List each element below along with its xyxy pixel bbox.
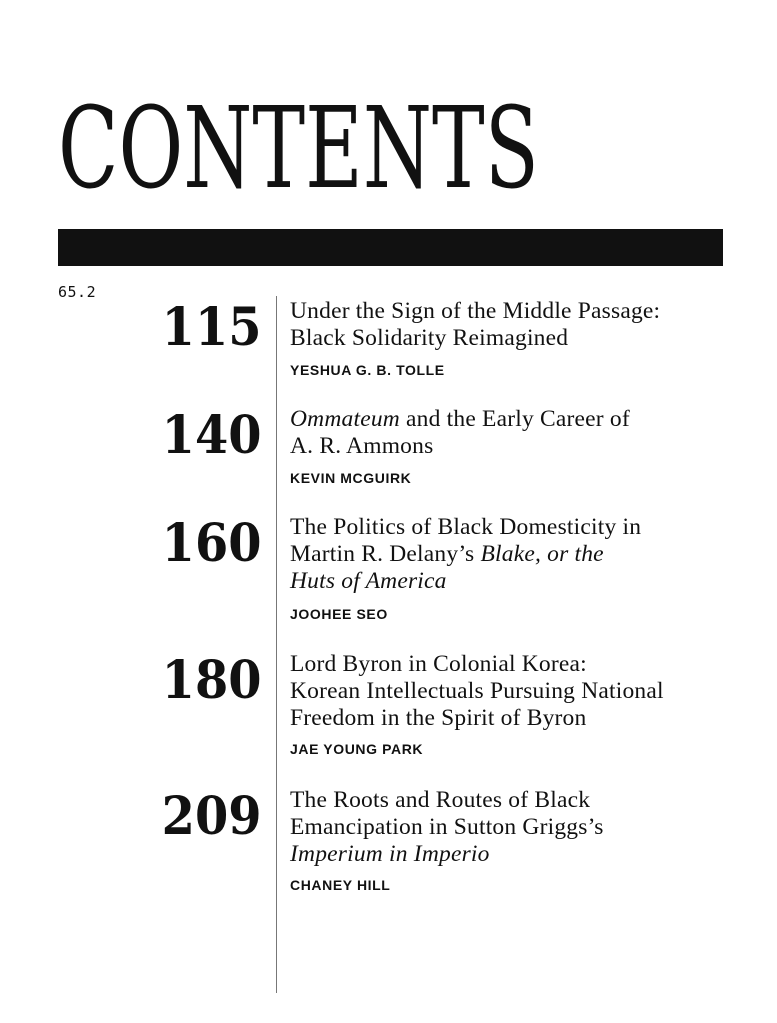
title-line: The Politics of Black Domesticity in <box>290 514 642 540</box>
article-title[interactable] <box>290 298 710 352</box>
article-title[interactable] <box>290 406 710 460</box>
author-name: KEVIN MCGUIRK <box>290 470 412 486</box>
title-line: Under the Sign of the Middle Passage: <box>290 298 661 324</box>
title-line: Imperium in Imperio <box>290 841 490 867</box>
title-line: Black Solidarity Reimagined <box>290 325 569 351</box>
page-number: 160 <box>162 513 262 574</box>
author-name: JAE YOUNG PARK <box>290 741 424 757</box>
title-line: Freedom in the Spirit of Byron <box>290 705 587 731</box>
title-line: Martin R. Delany’s Blake, or the <box>290 541 604 567</box>
issue-number: 65.2 <box>58 283 97 301</box>
page-number: 180 <box>162 650 262 711</box>
article-title[interactable] <box>290 514 710 595</box>
author-name: JOOHEE SEO <box>290 606 388 622</box>
author-name: YESHUA G. B. TOLLE <box>290 362 445 378</box>
title-line: Emancipation in Sutton Griggs’s <box>290 814 604 840</box>
title-rule <box>58 229 723 266</box>
author-name: CHANEY HILL <box>290 877 391 893</box>
title-line: Ommateum and the Early Career of <box>290 406 630 432</box>
page-number: 140 <box>162 405 262 466</box>
article-title[interactable] <box>290 787 710 868</box>
title-line: Korean Intellectuals Pursuing National <box>290 678 664 704</box>
title-line: A. R. Ammons <box>290 433 434 459</box>
article-title[interactable] <box>290 651 710 732</box>
title-line: Huts of America <box>290 568 447 594</box>
page-number: 115 <box>162 297 262 358</box>
title-line: Lord Byron in Colonial Korea: <box>290 651 587 677</box>
title-line: The Roots and Routes of Black <box>290 787 591 813</box>
vertical-divider <box>276 296 277 993</box>
page-number: 209 <box>162 786 262 847</box>
page-title: CONTENTS <box>58 82 539 215</box>
